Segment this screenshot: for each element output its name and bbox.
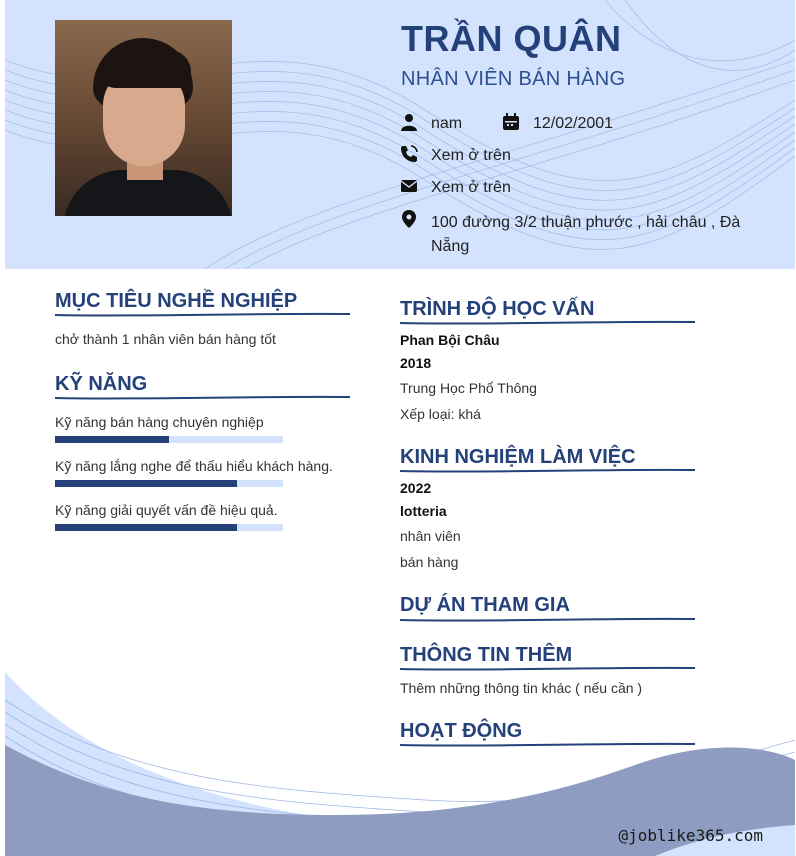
address-value: 100 đường 3/2 thuận phước , hải châu , Đà Nẵng — [431, 214, 741, 255]
experience-heading: KINH NGHIỆM LÀM VIỆC — [400, 446, 636, 468]
education-year: 2018 — [400, 355, 432, 371]
objective-heading: MỤC TIÊU NGHỀ NGHIỆP — [55, 290, 298, 312]
experience-year: 2022 — [400, 480, 432, 496]
education-grade: Xếp loại: khá — [400, 406, 481, 422]
birthday-value: 12/02/2001 — [533, 115, 614, 132]
email-value: Xem ở trên — [431, 179, 511, 196]
job-title: NHÂN VIÊN BÁN HÀNG — [401, 68, 626, 90]
projects-heading: DỰ ÁN THAM GIA — [400, 594, 570, 616]
education-level: Trung Học Phổ Thông — [400, 380, 537, 396]
cv-page — [5, 0, 795, 856]
experience-description: bán hàng — [400, 554, 459, 570]
extra-info-heading: THÔNG TIN THÊM — [400, 644, 573, 666]
skill-label: Kỹ năng giải quyết vấn đề hiệu quả. — [55, 502, 278, 518]
objective-text: chở thành 1 nhân viên bán hàng tốt — [55, 331, 276, 347]
extra-info-text: Thêm những thông tin khác ( nếu cần ) — [400, 680, 643, 696]
skills-heading: KỸ NĂNG — [55, 373, 148, 395]
candidate-name: TRẦN QUÂN — [401, 18, 622, 59]
school-name: Phan Bội Châu — [400, 332, 500, 348]
skill-label: Kỹ năng bán hàng chuyên nghiệp — [55, 414, 264, 430]
experience-company: lotteria — [400, 503, 447, 519]
experience-position: nhân viên — [400, 528, 461, 544]
activities-heading: HOẠT ĐỘNG — [400, 720, 523, 742]
education-heading: TRÌNH ĐỘ HỌC VẤN — [400, 298, 595, 320]
activities-underline — [400, 742, 695, 748]
brand-watermark: @joblike365.com — [618, 826, 763, 845]
phone-value: Xem ở trên — [431, 147, 511, 164]
skill-label: Kỹ năng lắng nghe để thấu hiểu khách hàng. — [55, 458, 333, 474]
gender-value: nam — [431, 115, 463, 132]
